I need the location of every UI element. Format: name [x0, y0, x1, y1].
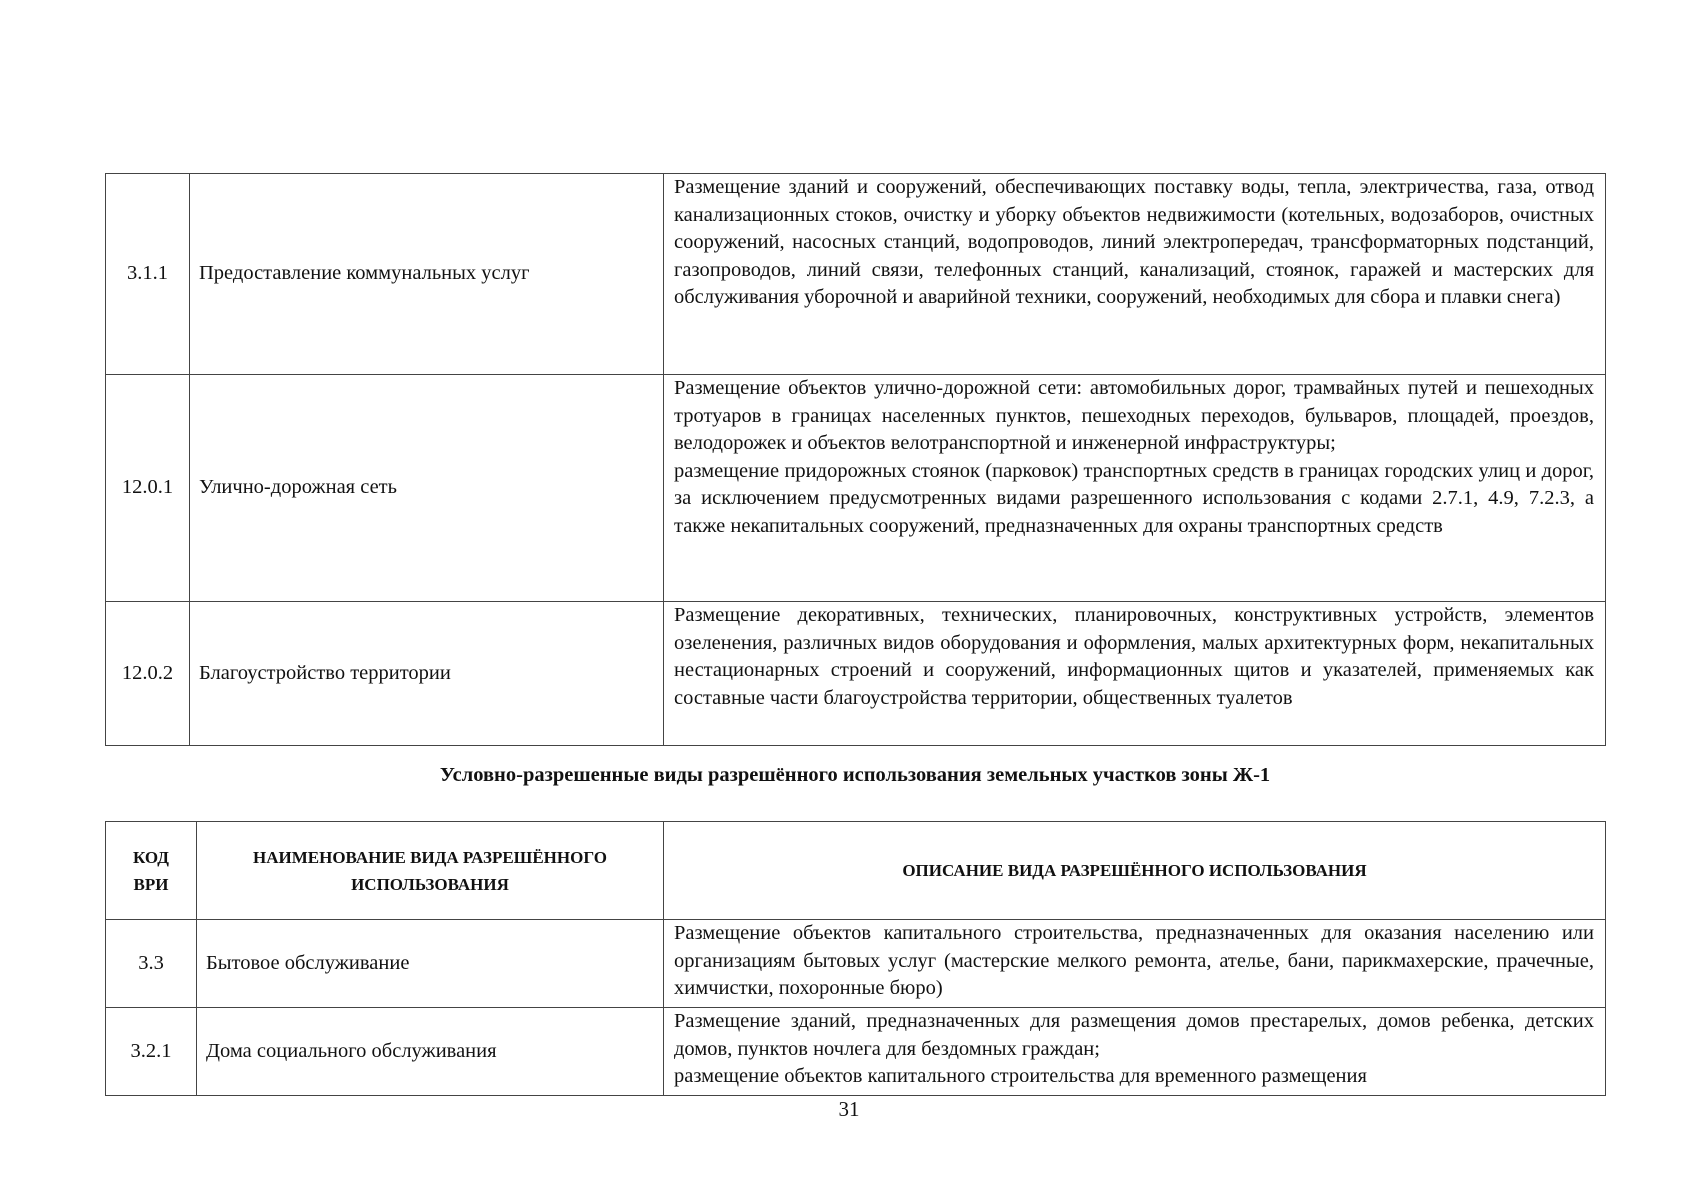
row-code: 12.0.1 — [106, 375, 190, 602]
row-name: Улично-дорожная сеть — [190, 375, 664, 602]
description-paragraph: Размещение объектов капитального строительства, предназначенных для оказания населению или организациям бытовых услуг (мастерские мелкого ремонта, ателье, бани, парикмахерские, прачечные, химчистки, похоронные бюро) — [674, 922, 1594, 999]
row-name: Предоставление коммунальных услуг — [190, 174, 664, 375]
description-paragraph: Размещение зданий, предназначенных для размещения домов престарелых, домов ребенка, детских домов, пунктов ночлега для бездомных граждан; — [674, 1010, 1594, 1060]
table-row — [106, 602, 1606, 746]
description-paragraph: Размещение зданий и сооружений, обеспечивающих поставку воды, тепла, электричества, газа, отвод канализационных стоков, очистку и уборку объектов недвижимости (котельных, водозаборов, очистных сооружений, насосных станций, водопроводов, линий электропередач, трансформаторных подстанций, газопроводов, линий связи, телефонных станций, канализаций, стоянок, гаражей и мастерских для обслуживания уборочной и аварийной техники, сооружений, необходимых для сбора и плавки снега) — [674, 176, 1594, 308]
row-description — [664, 1008, 1606, 1096]
row-code: 12.0.2 — [106, 602, 190, 746]
description-paragraph: Размещение декоративных, технических, планировочных, конструктивных устройств, элементов озеленения, различных видов оборудования и оформления, малых архитектурных форм, некапитальных нестационарных строений и сооружений, информационных щитов и указателей, применяемых как составные части благоустройства территории, общественных туалетов — [674, 604, 1594, 709]
section-title: Условно-разрешенные виды разрешённого использования земельных участков зоны Ж-1 — [439, 764, 1271, 786]
permitted-uses-table — [105, 173, 1606, 746]
header-code — [106, 822, 197, 920]
conditional-uses-table — [105, 821, 1606, 1096]
table-row — [106, 375, 1606, 602]
row-name: Благоустройство территории — [190, 602, 664, 746]
row-description — [664, 920, 1606, 1008]
page-number: 31 — [838, 1097, 860, 1121]
description-paragraph: Размещение объектов улично-дорожной сети: автомобильных дорог, трамвайных путей и пешеходных тротуаров в границах населенных пунктов, пешеходных переходов, бульваров, площадей, проездов, велодорожек и объектов велотранспортной и инженерной инфраструктуры; — [674, 377, 1594, 454]
row-name: Дома социального обслуживания — [197, 1008, 664, 1096]
table-header-row — [106, 822, 1606, 920]
description-paragraph: размещение придорожных стоянок (парковок) транспортных средств в границах городских улиц и дорог, за исключением предусмотренных видами разрешенного использования с кодами 2.7.1, 4.9, 7.2.3, а также некапитальных сооружений, предназначенных для охраны транспортных средств — [674, 459, 1594, 537]
table-row — [106, 174, 1606, 375]
header-code-line2: ВРИ — [133, 874, 169, 894]
table-row — [106, 1008, 1606, 1096]
table-row — [106, 920, 1606, 1008]
header-code-line1: КОД — [133, 847, 169, 867]
row-description — [664, 375, 1606, 602]
header-description: ОПИСАНИЕ ВИДА РАЗРЕШЁННОГО ИСПОЛЬЗОВАНИЯ — [664, 822, 1606, 920]
description-paragraph: размещение объектов капитального строительства для временного размещения — [674, 1065, 1367, 1087]
row-name: Бытовое обслуживание — [197, 920, 664, 1008]
row-code: 3.2.1 — [106, 1008, 197, 1096]
row-description — [664, 174, 1606, 375]
row-code: 3.1.1 — [106, 174, 190, 375]
row-description — [664, 602, 1606, 746]
header-name: НАИМЕНОВАНИЕ ВИДА РАЗРЕШЁННОГО ИСПОЛЬЗОВАНИЯ — [197, 822, 664, 920]
row-code: 3.3 — [106, 920, 197, 1008]
